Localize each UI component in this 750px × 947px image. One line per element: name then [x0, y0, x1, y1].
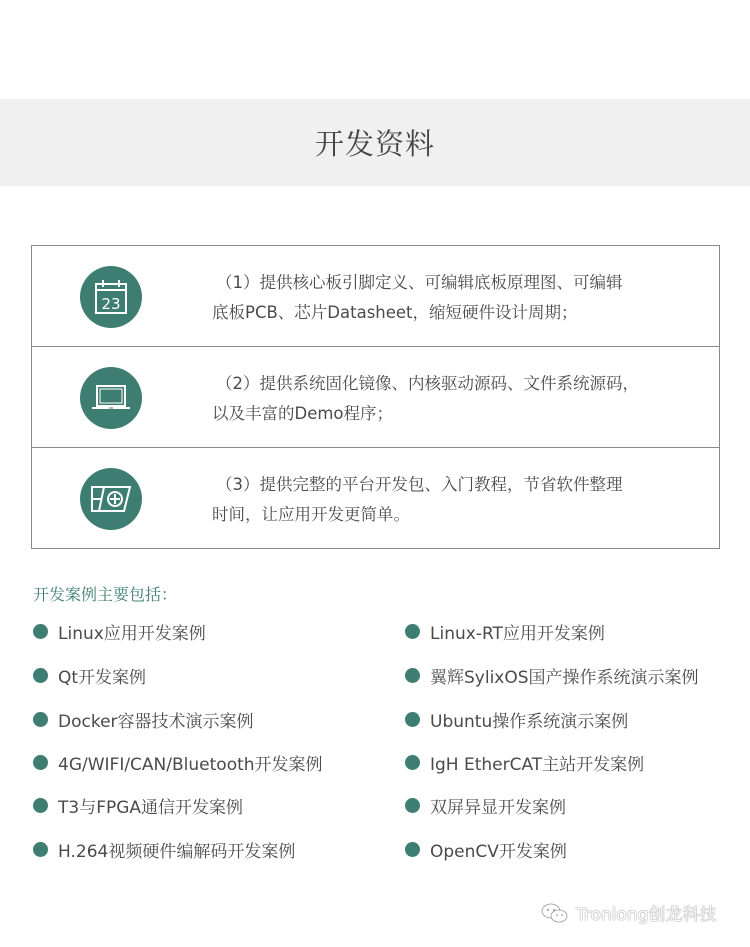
feature-line: 时间，让应用开发更简单。 [212, 505, 410, 524]
case-label: 翼辉SylixOS国产操作系统演示案例 [430, 668, 699, 688]
wechat-icon [540, 902, 570, 924]
case-item [33, 837, 295, 862]
bullet-dot-icon [33, 624, 48, 639]
bullet-dot-icon [33, 755, 48, 770]
case-label: Docker容器技术演示案例 [58, 712, 254, 732]
feature-line: （3）提供完整的平台开发包、入门教程，节省软件整理 [216, 475, 623, 494]
bullet-dot-icon [405, 712, 420, 727]
case-item [33, 707, 254, 732]
feature-line: 以及丰富的Demo程序； [212, 404, 394, 423]
case-label: 4G/WIFI/CAN/Bluetooth开发案例 [58, 755, 323, 775]
dev-package-icon [80, 468, 142, 530]
bullet-dot-icon [33, 712, 48, 727]
case-item [33, 619, 206, 644]
case-label: H.264视频硬件编解码开发案例 [58, 842, 296, 862]
laptop-icon [80, 367, 142, 429]
cases-heading: 开发案例主要包括： [33, 585, 178, 604]
case-item [33, 663, 146, 688]
bullet-dot-icon [405, 755, 420, 770]
case-label: Linux应用开发案例 [58, 624, 206, 644]
feature-text-2 [212, 369, 682, 429]
case-label: IgH EtherCAT主站开发案例 [430, 755, 645, 775]
bullet-dot-icon [405, 668, 420, 683]
feature-text-1 [212, 268, 682, 328]
calendar-number: 23 [101, 295, 121, 313]
feature-line [32, 298, 682, 328]
watermark-text: Tronlong创龙科技 [576, 905, 717, 925]
case-item [405, 619, 605, 644]
case-label: Linux-RT应用开发案例 [430, 624, 605, 644]
case-label: Ubuntu操作系统演示案例 [430, 712, 629, 732]
feature-row-1 [32, 246, 719, 347]
bullet-dot-icon [33, 668, 48, 683]
feature-line: （2）提供系统固化镜像、内核驱动源码、文件系统源码， [216, 374, 639, 393]
case-item [405, 793, 566, 818]
feature-line: （1）提供核心板引脚定义、可编辑底板原理图、可编辑 [216, 273, 623, 292]
case-label: OpenCV开发案例 [430, 842, 567, 862]
bullet-dot-icon [405, 624, 420, 639]
bullet-dot-icon [405, 842, 420, 857]
case-item [33, 793, 243, 818]
bullet-dot-icon [33, 798, 48, 813]
watermark [540, 900, 716, 925]
title-band [0, 99, 750, 186]
feature-row-3 [32, 448, 719, 549]
case-item [405, 837, 567, 862]
bullet-dot-icon [405, 798, 420, 813]
feature-row-2 [32, 347, 719, 448]
case-item [405, 707, 628, 732]
case-item [405, 663, 699, 688]
case-label: T3与FPGA通信开发案例 [58, 798, 244, 818]
case-label: Qt开发案例 [58, 668, 147, 688]
bullet-dot-icon [33, 842, 48, 857]
feature-line-text: 底板PCB、芯片Datasheet，缩短硬件设计周期； [212, 303, 578, 322]
case-label: 双屏异显开发案例 [430, 798, 566, 818]
case-item [405, 750, 644, 775]
features-box [31, 245, 720, 549]
case-item [33, 750, 323, 775]
feature-text-3 [212, 470, 682, 530]
page-title: 开发资料 [314, 127, 435, 161]
